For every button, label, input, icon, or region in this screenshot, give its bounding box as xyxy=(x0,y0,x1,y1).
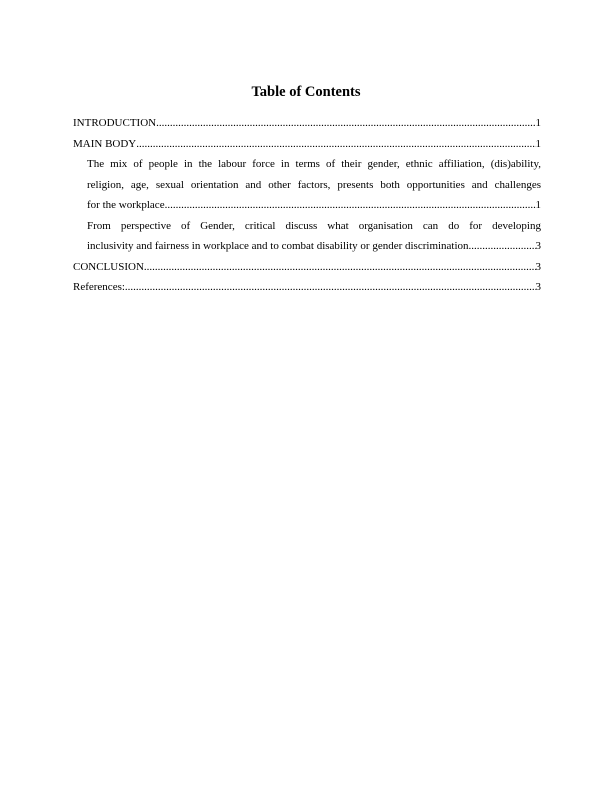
table-of-contents xyxy=(73,113,541,298)
toc-entry-conclusion[interactable] xyxy=(73,257,541,278)
dot-leader xyxy=(469,236,536,257)
dot-leader xyxy=(144,257,536,278)
dot-leader xyxy=(165,195,536,216)
toc-entry-introduction[interactable] xyxy=(73,113,541,134)
toc-entry-references[interactable] xyxy=(73,277,541,298)
dot-leader xyxy=(136,134,535,155)
toc-title: Table of Contents xyxy=(251,84,361,100)
toc-entry-label: MAIN BODY xyxy=(73,137,137,150)
toc-page-number: 1 xyxy=(535,199,541,211)
toc-entry-label: References: xyxy=(73,281,125,293)
toc-subentry-labour-force-mix[interactable] xyxy=(73,154,541,216)
toc-subentry-last-line xyxy=(87,195,541,216)
toc-entry-label: for the workplace xyxy=(87,199,165,211)
toc-page-number: 3 xyxy=(535,260,541,273)
toc-subentry-line: From perspective of Gender, critical discuss what organisation can do for developing xyxy=(87,219,541,232)
toc-page-number: 3 xyxy=(535,240,541,252)
toc-subentry-gender-perspective[interactable] xyxy=(73,216,541,257)
toc-page-number: 1 xyxy=(535,117,541,129)
dot-leader xyxy=(156,113,535,134)
toc-entry-label: inclusivity and fairness in workplace and to combat disability or gender discrimination xyxy=(87,240,469,252)
toc-entry-label: CONCLUSION xyxy=(73,260,144,273)
toc-entry-label: INTRODUCTION xyxy=(73,117,157,129)
toc-subentry-line: religion, age, sexual orientation and other factors, presents both opportunities and challenges xyxy=(87,178,541,191)
toc-subentry-last-line xyxy=(87,236,541,257)
dot-leader xyxy=(125,277,536,298)
toc-page-number: 1 xyxy=(535,137,541,150)
toc-subentry-line: The mix of people in the labour force in terms of their gender, ethnic affiliation, (dis)ability, xyxy=(87,158,541,170)
toc-entry-main-body[interactable] xyxy=(73,134,541,155)
toc-page-number: 3 xyxy=(535,281,541,293)
